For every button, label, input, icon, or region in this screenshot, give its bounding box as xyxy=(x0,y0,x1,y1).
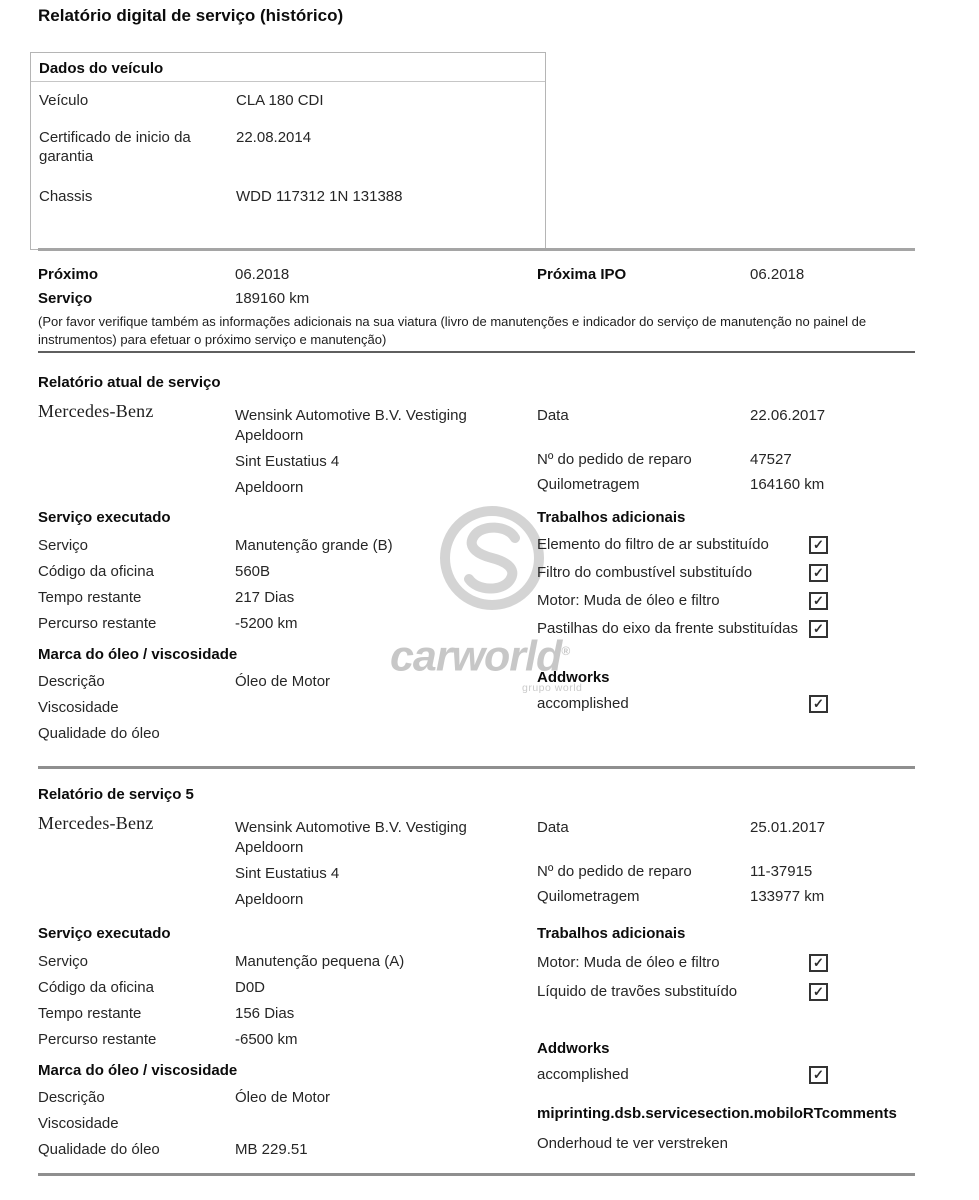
current-service-report xyxy=(38,374,915,766)
next-ipo-label: Próxima IPO xyxy=(537,266,627,283)
oil-quality-value: MB 229.51 xyxy=(235,1141,308,1158)
report-meta xyxy=(537,818,915,906)
viscosity-row xyxy=(38,1114,518,1133)
next-ipo-date: 06.2018 xyxy=(750,266,805,283)
divider-between-reports xyxy=(38,766,915,769)
watermark-brand: carworld xyxy=(390,632,562,681)
addworks-section xyxy=(537,668,915,713)
chassis-label: Chassis xyxy=(39,188,93,205)
watermark-registered-mark: ® xyxy=(561,644,570,658)
checklist-item xyxy=(537,535,915,554)
additional-work-section xyxy=(537,924,915,1153)
addworks-status-label: accomplished xyxy=(537,695,629,712)
checklist-item-label: Elemento do filtro de ar substituído xyxy=(537,536,769,553)
next-service-date: 06.2018 xyxy=(235,266,290,283)
service-label: Serviço xyxy=(38,953,89,970)
mileage-value: 164160 km xyxy=(750,476,825,493)
report-title: Relatório atual de serviço xyxy=(38,374,221,391)
checklist-item-label: Líquido de travões substituído xyxy=(537,983,738,1000)
next-service-distance: 189160 km xyxy=(235,290,310,307)
service-executed-rows xyxy=(38,536,518,633)
viscosity-label: Viscosidade xyxy=(38,1115,119,1132)
mileage-label: Quilometragem xyxy=(537,476,640,493)
oil-quality-label: Qualidade do óleo xyxy=(38,725,160,742)
time-remaining-value: 156 Dias xyxy=(235,1005,295,1022)
mileage-label: Quilometragem xyxy=(537,888,640,905)
checklist-item-label: Motor: Muda de óleo e filtro xyxy=(537,592,720,609)
vehicle-row xyxy=(31,91,545,110)
date-row xyxy=(537,818,915,837)
comments-section xyxy=(537,1104,915,1153)
vehicle-label: Veículo xyxy=(39,92,89,109)
oil-quality-row xyxy=(38,1140,518,1159)
additional-work-title: Trabalhos adicionais xyxy=(537,509,686,526)
date-value: 25.01.2017 xyxy=(750,819,826,836)
divider-under-note xyxy=(38,351,915,353)
service-note: (Por favor verifique também as informações adicionais na sua viatura (livro de manutenções e indicador do serviço de manutenção no painel de instrumentos) para efetuar o próximo serviço e manutenção) xyxy=(38,314,867,347)
distance-remaining-row xyxy=(38,614,518,633)
time-remaining-row xyxy=(38,588,518,607)
workshop-code-label: Código da oficina xyxy=(38,563,154,580)
repair-order-row xyxy=(537,862,915,881)
service-label: Serviço xyxy=(38,537,89,554)
report-meta xyxy=(537,406,915,494)
date-label: Data xyxy=(537,819,569,836)
service-executed-section xyxy=(38,924,518,1166)
oil-section-title: Marca do óleo / viscosidade xyxy=(38,1062,238,1079)
oil-description-row xyxy=(38,672,518,691)
checklist-item-label: Filtro do combustível substituído xyxy=(537,564,753,581)
oil-rows xyxy=(38,1088,518,1159)
date-row xyxy=(537,406,915,425)
viscosity-label: Viscosidade xyxy=(38,699,119,716)
next-service-label-line1: Próximo xyxy=(38,266,99,283)
watermark-subtext: grupo world xyxy=(522,682,583,694)
service-executed-section xyxy=(38,508,518,750)
bottom-divider xyxy=(38,1173,915,1176)
service-row xyxy=(38,536,518,555)
service-executed-title: Serviço executado xyxy=(38,925,171,942)
chassis-row xyxy=(31,187,545,206)
time-remaining-value: 217 Dias xyxy=(235,589,295,606)
checkbox-checked-icon: ✓ xyxy=(809,695,828,713)
mileage-row xyxy=(537,475,915,494)
report-title: Relatório de serviço 5 xyxy=(38,786,194,803)
service-row xyxy=(38,952,518,971)
oil-description-row xyxy=(38,1088,518,1107)
date-value: 22.06.2017 xyxy=(750,407,826,424)
repair-order-value: 47527 xyxy=(750,451,792,468)
vehicle-data-box xyxy=(30,52,546,250)
checklist-item xyxy=(537,953,915,972)
service-executed-title: Serviço executado xyxy=(38,509,171,526)
warranty-row xyxy=(31,128,545,166)
checkbox-checked-icon: ✓ xyxy=(809,954,828,972)
distance-remaining-value: -6500 km xyxy=(235,1031,298,1048)
checkbox-checked-icon: ✓ xyxy=(809,983,828,1001)
addworks-section xyxy=(537,1039,915,1084)
vehicle-box-title: Dados do veículo xyxy=(31,53,545,82)
chassis-value: WDD 117312 1N 131388 xyxy=(236,188,403,205)
addworks-status-row xyxy=(537,1065,915,1084)
service-executed-rows xyxy=(38,952,518,1049)
workshop-code-row xyxy=(38,562,518,581)
workshop-code-label: Código da oficina xyxy=(38,979,154,996)
repair-order-label: Nº do pedido de reparo xyxy=(537,451,692,468)
dealer-city: Apeldoorn xyxy=(235,479,304,496)
dealer-name: Wensink Automotive B.V. Vestiging Apeldoorn xyxy=(235,819,467,856)
workshop-code-value: 560B xyxy=(235,563,271,580)
checkbox-checked-icon: ✓ xyxy=(809,620,828,638)
dealer-address xyxy=(235,818,527,916)
oil-description-label: Descrição xyxy=(38,1089,105,1106)
checklist-item xyxy=(537,982,915,1001)
date-label: Data xyxy=(537,407,569,424)
addworks-status-label: accomplished xyxy=(537,1066,629,1083)
oil-quality-label: Qualidade do óleo xyxy=(38,1141,160,1158)
distance-remaining-row xyxy=(38,1030,518,1049)
time-remaining-label: Tempo restante xyxy=(38,1005,142,1022)
service-value: Manutenção pequena (A) xyxy=(235,953,405,970)
oil-rows xyxy=(38,672,518,743)
additional-work-title: Trabalhos adicionais xyxy=(537,925,686,942)
addworks-title: Addworks xyxy=(537,1040,610,1057)
addworks-title: Addworks xyxy=(537,669,610,686)
comments-value: Onderhoud te ver verstreken xyxy=(537,1135,728,1152)
checklist-item-label: Motor: Muda de óleo e filtro xyxy=(537,954,720,971)
service-value: Manutenção grande (B) xyxy=(235,537,393,554)
oil-description-label: Descrição xyxy=(38,673,105,690)
mercedes-benz-brand: Mercedes-Benz xyxy=(38,813,154,833)
oil-description-value: Óleo de Motor xyxy=(235,673,331,690)
distance-remaining-value: -5200 km xyxy=(235,615,298,632)
workshop-code-row xyxy=(38,978,518,997)
dealer-street: Sint Eustatius 4 xyxy=(235,453,340,470)
distance-remaining-label: Percurso restante xyxy=(38,615,157,632)
additional-work-section xyxy=(537,508,915,722)
checklist-item xyxy=(537,591,915,610)
time-remaining-label: Tempo restante xyxy=(38,589,142,606)
additional-work-list xyxy=(537,953,915,1001)
oil-description-value: Óleo de Motor xyxy=(235,1089,331,1106)
addworks-status-row xyxy=(537,694,915,713)
dealer-street: Sint Eustatius 4 xyxy=(235,865,340,882)
distance-remaining-label: Percurso restante xyxy=(38,1031,157,1048)
mercedes-benz-brand: Mercedes-Benz xyxy=(38,401,154,421)
dealer-name: Wensink Automotive B.V. Vestiging Apeldoorn xyxy=(235,407,467,444)
workshop-code-value: D0D xyxy=(235,979,266,996)
checkbox-checked-icon: ✓ xyxy=(809,592,828,610)
checkbox-checked-icon: ✓ xyxy=(809,564,828,582)
checklist-item-label: Pastilhas do eixo da frente substituídas xyxy=(537,620,798,637)
divider-under-vehicle-box xyxy=(38,248,915,251)
additional-work-list xyxy=(537,535,915,638)
dealer-city: Apeldoorn xyxy=(235,891,304,908)
oil-quality-row xyxy=(38,724,518,743)
repair-order-value: 11-37915 xyxy=(750,863,813,880)
mileage-row xyxy=(537,887,915,906)
checklist-item xyxy=(537,619,915,638)
mileage-value: 133977 km xyxy=(750,888,825,905)
checkbox-checked-icon: ✓ xyxy=(809,536,828,554)
checklist-item xyxy=(537,563,915,582)
repair-order-row xyxy=(537,450,915,469)
comments-label: miprinting.dsb.servicesection.mobiloRTcomments xyxy=(537,1105,897,1122)
warranty-value: 22.08.2014 xyxy=(236,129,312,146)
service-report-5 xyxy=(38,786,915,1173)
vehicle-value: CLA 180 CDI xyxy=(236,92,324,109)
dealer-address xyxy=(235,406,527,504)
time-remaining-row xyxy=(38,1004,518,1023)
warranty-label: Certificado de inicio da garantia xyxy=(39,129,191,165)
repair-order-label: Nº do pedido de reparo xyxy=(537,863,692,880)
checkbox-checked-icon: ✓ xyxy=(809,1066,828,1084)
next-service-label-line2: Serviço xyxy=(38,290,93,307)
oil-section-title: Marca do óleo / viscosidade xyxy=(38,646,238,663)
page-title: Relatório digital de serviço (histórico) xyxy=(38,6,344,25)
viscosity-row xyxy=(38,698,518,717)
